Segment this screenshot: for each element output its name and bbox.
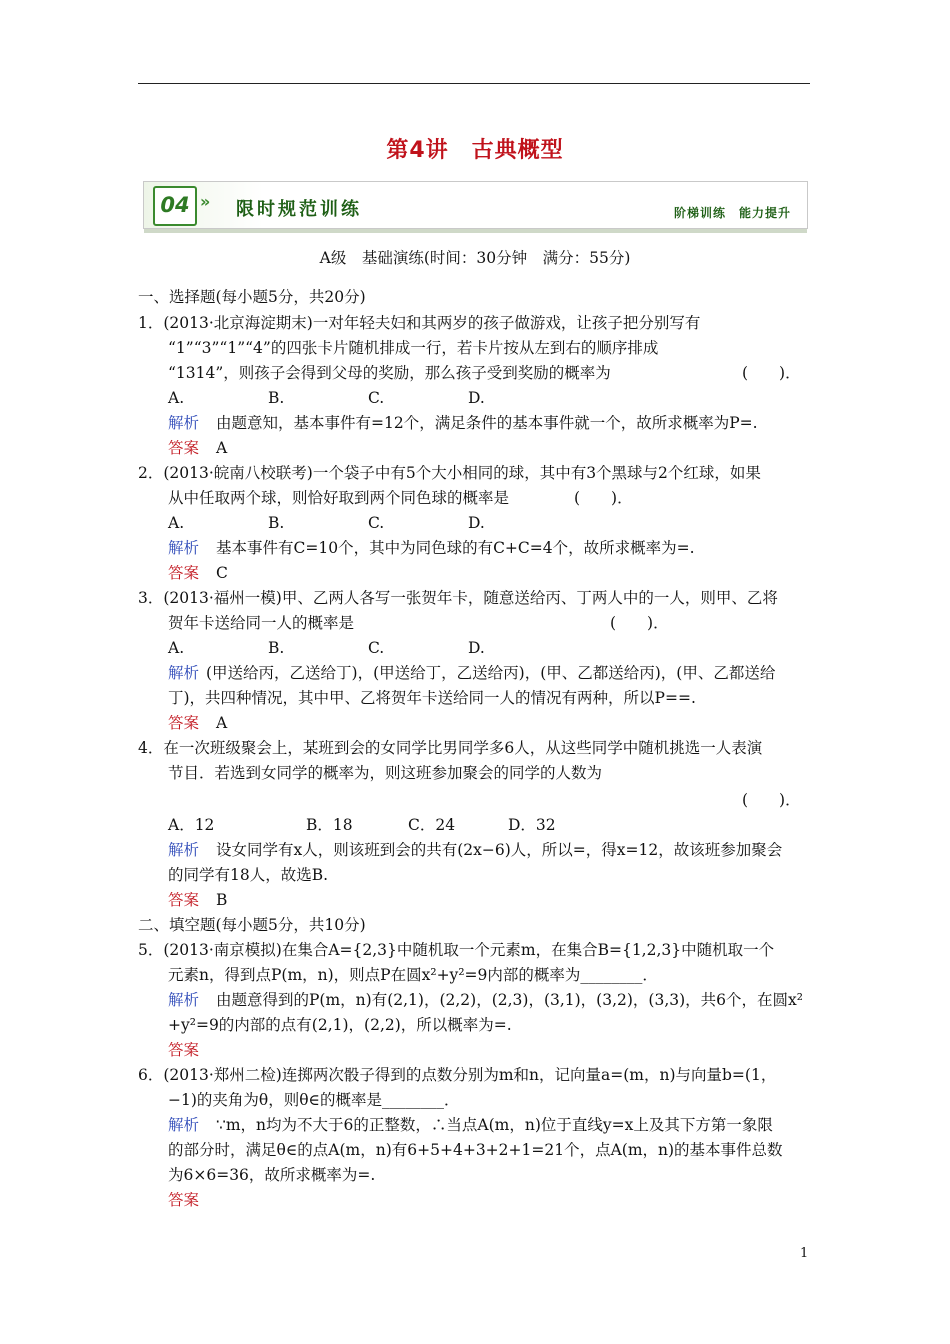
q2-line1: 2．(2013·皖南八校联考)一个袋子中有5个大小相同的球，其中有3个黑球与2个红球，如果	[138, 464, 761, 482]
q2-answer: C	[216, 564, 228, 582]
q2-jiexi-text: 基本事件有C=10个，其中为同色球的有C+C=4个，故所求概率为=.	[216, 539, 695, 557]
section-heading-fill: 二、填空题(每小题5分，共10分)	[138, 916, 366, 934]
q6-jiexi-text-2: 的部分时，满足θ∈的点A(m，n)有6+5+4+3+2+1=21个，点A(m，n)的基本事件总数	[168, 1141, 783, 1159]
q2-option-d: D.	[468, 514, 485, 532]
top-rule	[138, 83, 810, 84]
q3-line1: 3．(2013·福州一模)甲、乙两人各写一张贺年卡，随意送给丙、丁两人中的一人，则甲、乙将	[138, 589, 778, 607]
q1-answer-paren: ( )．	[742, 364, 801, 382]
q6-daan-label: 答案	[168, 1191, 200, 1209]
q3-answer: A	[216, 714, 228, 732]
q1-daan-label: 答案	[168, 439, 200, 457]
level-subheader: A级 基础演练(时间：30分钟 满分：55分)	[319, 249, 631, 267]
q5-line1: 5．(2013·南京模拟)在集合A={2,3}中随机取一个元素m，在集合B={1,2,3}中随机取一个	[138, 941, 775, 959]
q6-jiexi-text-1: ∵m，n均为不大于6的正整数，∴当点A(m，n)位于直线y=x上及其下方第一象限	[216, 1116, 773, 1134]
q5-daan-label: 答案	[168, 1041, 200, 1059]
q3-jiexi-text-2: 丁)，共四种情况，其中甲、乙将贺年卡送给同一人的情况有两种，所以P==.	[168, 689, 696, 707]
q5-jiexi-text-1: 由题意得到的P(m，n)有(2,1)，(2,2)，(2,3)，(3,1)，(3,2)，(3,3)，共6个，在圆x²	[216, 991, 803, 1009]
q4-option-d: D．32	[508, 816, 556, 834]
q2-option-c: C.	[368, 514, 385, 532]
q6-jiexi-text-3: 为6×6=36，故所求概率为=.	[168, 1166, 376, 1184]
q6-line2: −1)的夹角为θ，则θ∈的概率是________．	[168, 1091, 460, 1109]
q3-jiexi-label: 解析	[168, 664, 200, 682]
banner-bottom-bar	[144, 229, 807, 233]
q1-line2: “1”“3”“1”“4”的四张卡片随机排成一行，若卡片按从左到右的顺序排成	[168, 339, 659, 357]
q4-line1: 4．在一次班级聚会上，某班到会的女同学比男同学多6人，从这些同学中随机挑选一人表演	[138, 739, 763, 757]
q3-option-a: A.	[168, 639, 185, 657]
q1-answer: A	[216, 439, 228, 457]
q2-line2: 从中任取两个球，则恰好取到两个同色球的概率是	[168, 489, 510, 507]
q2-jiexi-label: 解析	[168, 539, 200, 557]
q1-jiexi-text: 由题意知，基本事件有=12个，满足条件的基本事件就一个，故所求概率为P=.	[216, 414, 758, 432]
q4-option-b: B．18	[306, 816, 353, 834]
q1-option-b: B.	[268, 389, 285, 407]
q4-jiexi-label: 解析	[168, 841, 200, 859]
q6-jiexi-label: 解析	[168, 1116, 200, 1134]
q4-line2: 节目．若选到女同学的概率为，则这班参加聚会的同学的人数为	[168, 764, 603, 782]
q2-daan-label: 答案	[168, 564, 200, 582]
q3-option-b: B.	[268, 639, 285, 657]
q5-jiexi-text-2: +y²=9的内部的点有(2,1)，(2,2)，所以概率为=.	[168, 1016, 512, 1034]
q4-option-a: A．12	[168, 816, 215, 834]
q1-line3: “1314”，则孩子会得到父母的奖励，那么孩子受到奖励的概率为	[168, 364, 611, 382]
q3-option-c: C.	[368, 639, 385, 657]
q3-daan-label: 答案	[168, 714, 200, 732]
section-heading-choice: 一、选择题(每小题5分，共20分)	[138, 288, 366, 306]
q5-line2: 元素n，得到点P(m，n)，则点P在圆x²+y²=9内部的概率为________．	[168, 966, 658, 984]
q2-answer-paren: ( )．	[574, 489, 633, 507]
q1-jiexi-label: 解析	[168, 414, 200, 432]
q4-answer: B	[216, 891, 228, 909]
q1-line1: 1．(2013·北京海淀期末)一对年轻夫妇和其两岁的孩子做游戏，让孩子把分别写有	[138, 314, 701, 332]
q1-option-a: A.	[168, 389, 185, 407]
banner-number-badge: 04	[153, 186, 197, 226]
q2-option-b: B.	[268, 514, 285, 532]
page-number: 1	[800, 1246, 809, 1261]
q4-option-c: C．24	[408, 816, 456, 834]
q3-option-d: D.	[468, 639, 485, 657]
q4-jiexi-text-1: 设女同学有x人，则该班到会的共有(2x−6)人，所以=，得x=12，故该班参加聚会	[216, 841, 783, 859]
q4-daan-label: 答案	[168, 891, 200, 909]
banner-title: 限时规范训练	[236, 199, 362, 220]
q6-line1: 6．(2013·郑州二检)连掷两次骰子得到的点数分别为m和n，记向量a=(m，n)与向量b=(1，	[138, 1066, 777, 1084]
banner-tagline: 阶梯训练 能力提升	[673, 206, 791, 220]
q3-jiexi-text-1: (甲送给丙，乙送给丁)，(甲送给丁，乙送给丙)，(甲、乙都送给丙)，(甲、乙都送给	[206, 664, 776, 682]
q4-answer-paren: ( )．	[742, 791, 801, 809]
q4-jiexi-text-2: 的同学有18人，故选B.	[168, 866, 329, 884]
q3-answer-paren: ( )．	[610, 614, 669, 632]
section-banner	[143, 181, 808, 229]
q1-option-c: C.	[368, 389, 385, 407]
q2-option-a: A.	[168, 514, 185, 532]
q3-line2: 贺年卡送给同一人的概率是	[168, 614, 355, 632]
banner-arrows-icon: »	[200, 192, 211, 211]
q5-jiexi-label: 解析	[168, 991, 200, 1009]
q1-option-d: D.	[468, 389, 485, 407]
page-title: 第4讲 古典概型	[386, 138, 564, 163]
